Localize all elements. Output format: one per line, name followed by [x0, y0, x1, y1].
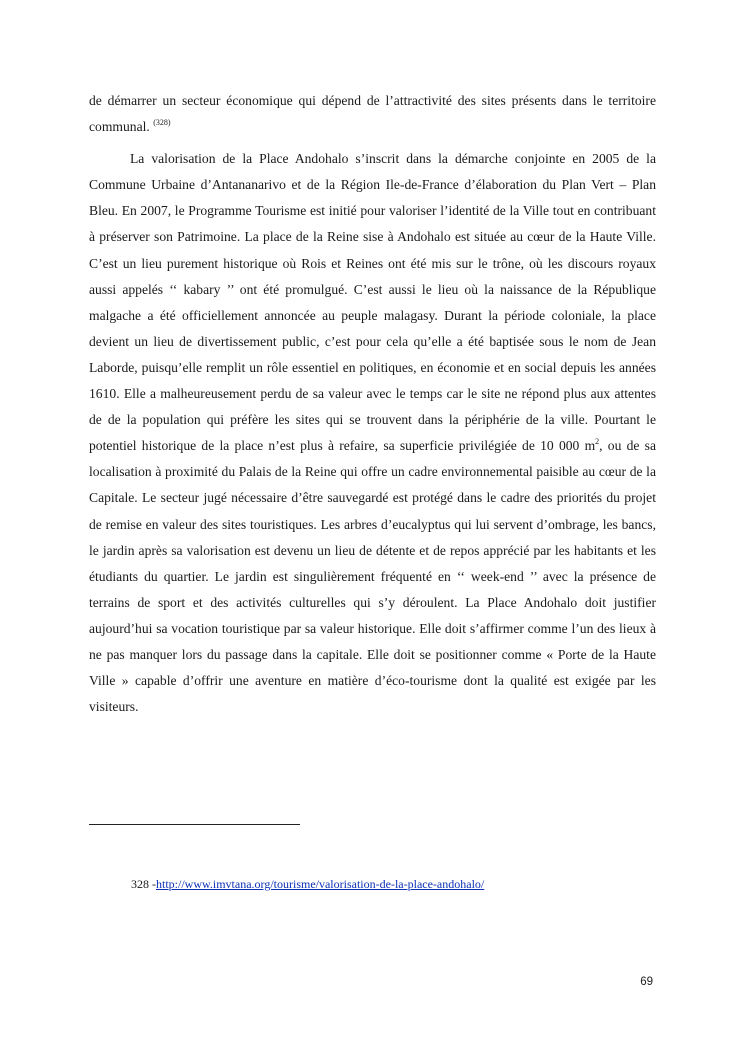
paragraph-2 — [89, 146, 656, 720]
footnote-number: 328 — [131, 877, 149, 891]
footnote-dash: - — [149, 877, 156, 891]
square-meter-superscript: 2 — [595, 437, 600, 447]
footnote — [131, 877, 484, 892]
paragraph-1-text: de démarrer un secteur économique qui dépend de l’attractivité des sites présents dans le territoire communal. — [89, 93, 656, 135]
body-text — [89, 88, 656, 720]
paragraph-1 — [89, 88, 656, 140]
paragraph-2-text-part1: La valorisation de la Place Andohalo s’inscrit dans la démarche conjointe en 2005 de la Commune Urbaine d’Antananarivo et de la Région Ile-de-France d’élaboration du Plan Vert – Plan Bleu. En 2007, le Programme Tourisme est initié pour valoriser l’identité de la Ville tout en contribuant à préserver son Patrimoine. La place de la Reine sise à Andohalo est située au cœur de la Haute Ville. C’est un lieu purement historique où Rois et Reines ont été mis sur le trône, où les discours royaux aussi appelés ‘‘ kabary ’’ ont été promulgué. C’est aussi le lieu où la naissance de la République malgache a été officiellement annoncée au peuple malagasy. Durant la période coloniale, la place devient un lieu de divertissement public, c’est pour cela qu’elle a été baptisée sous le nom de Jean Laborde, puisqu’elle remplit un rôle essentiel en politiques, en économie et en social depuis les années 1610. Elle a malheureusement perdu de sa valeur avec le temps car le site ne répond plus aux attentes de de la population qui préfère les sites qui se trouvent dans la périphérie de la ville. Pourtant le potentiel historique de la place n’est plus à refaire, sa superficie privilégiée de 10 000 m — [89, 151, 656, 454]
paragraph-2-text-part2: , ou de sa localisation à proximité du Palais de la Reine qui offre un cadre environnemental paisible au cœur de la Capitale. Le secteur jugé nécessaire d’être sauvegardé est protégé dans le cadre des priorités du projet de remise en valeur des sites touristiques. Les arbres d’eucalyptus qui lui servent d’ombrage, les bancs, le jardin après sa valorisation est devenu un lieu de détente et de repos apprécié par les habitants et les étudiants du quartier. Le jardin est singulièrement fréquenté en ‘‘ week-end ’’ avec la présence de terrains de sport et des activités culturelles qui s’y déroulent. La Place Andohalo doit justifier aujourd’hui sa vocation touristique par sa valeur historique. Elle doit s’affirmer comme l’un des lieux à ne pas manquer lors du passage dans la capitale. Elle doit se positionner comme « Porte de la Haute Ville » capable d’offrir une aventure en matière d’éco-tourisme dont la qualité est exigée par les visiteurs. — [89, 438, 657, 715]
footnote-separator-line — [89, 824, 300, 825]
page-number: 69 — [640, 976, 653, 988]
footnote-link[interactable]: http://www.imvtana.org/tourisme/valorisation-de-la-place-andohalo/ — [156, 877, 485, 891]
footnote-reference: (328) — [153, 118, 171, 128]
